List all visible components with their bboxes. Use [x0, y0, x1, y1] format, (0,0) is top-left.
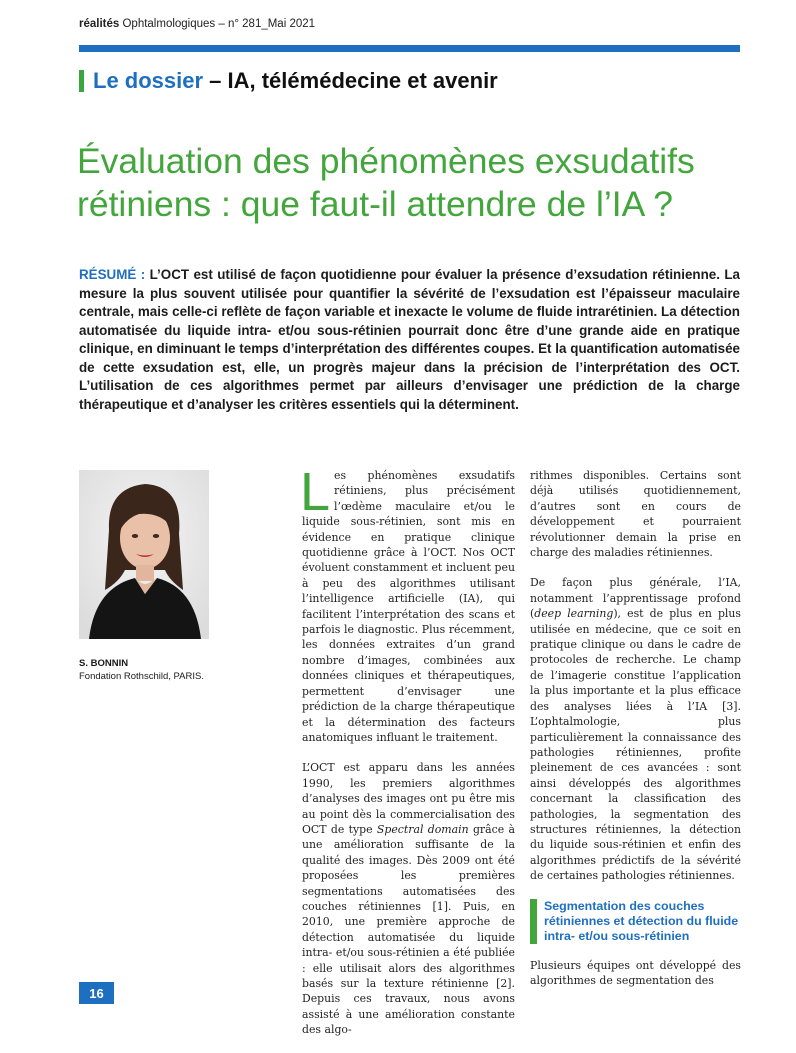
- author-affiliation: Fondation Rothschild, PARIS.: [79, 671, 204, 682]
- body-paragraph: [300, 462, 515, 745]
- paragraph-text: grâce à une amélioration suffisante de la qualité des images. Dès 2009 ont été proposées les premières segmentations automatisées des couches rétiniennes [1]. Puis, en 2010, une première approche de détection automatisée du liquide intra- et/ou sous-rétinien a été publiée : elle utilisait alors des algorithmes basés sur la texture rétinienne [2]. Depuis ces travaux, nous avons assisté à une amélioration constante des algo-: [302, 822, 515, 1037]
- author-name: S. BONNIN: [79, 658, 129, 669]
- paragraph-text: L’OCT est apparu dans les années 1990, les premiers algorithmes d’analyses des images ont pu être mis au point dès la commercialisation des OCT de type: [302, 761, 515, 836]
- running-header: [79, 18, 315, 30]
- body-paragraph: [530, 575, 741, 883]
- body-paragraph: [530, 468, 741, 560]
- author-photo: [79, 470, 209, 639]
- drop-cap: L: [300, 462, 331, 522]
- page-number: 16: [79, 982, 114, 1004]
- paragraph-text: ), est de plus en plus utilisée en médecine, que ce soit en pratique clinique ou dans le cadre de protocoles de recherche. Le champ de l’imagerie constitue l’application la plus importante et la plus efficace des analyses liées à l’IA [3]. L’ophtalmologie, plus particulièrement la connaissance des pathologies rétiniennes, profite pleinement de ces avancées : sont ainsi développés des algorithmes concernant la classification des pathologies, la segmentation des structures rétiniennes, la détection du liquide sous-rétinien et enfin des algorithmes prédictifs de la sévérité de certaines pathologies rétiniennes.: [530, 607, 742, 883]
- abstract: [79, 266, 740, 414]
- article-title: Évaluation des phénomènes exsudatifs rétiniens : que faut-il attendre de l’IA ?: [77, 141, 695, 224]
- paragraph-text: es phénomènes exsudatifs rétiniens, plus précisément l’œdème maculaire et/ou le liquide sous-rétinien, sont mis en évidence en pratique clinique quotidienne grâce à l’OCT. Nos OCT évoluent constamment et incluent peu à peu des algorithmes utilisant l’intelligence artificielle (IA), qui facilitent l’interprétation des scans et parfois le diagnostic. Plus récemment, les données extraites d’un grand nombre d’images, combinées aux données cliniques et thérapeutiques, permettent d’envisager une prédiction de la charge thérapeutique et la détermination des facteurs anatomiques influant le traitement.: [302, 469, 515, 744]
- header-rule: [79, 45, 740, 52]
- abstract-text: L’OCT est utilisé de façon quotidienne pour évaluer la présence d’exsudation rétinienne. La mesure la plus souvent utilisée pour quantifier la sévérité de l’exsudation est l’épaisseur maculaire centrale, mais celle-ci reflète de façon variable et inexacte le volume de fluide intrarétinien. La détection automatisée du liquide intra- et/ou sous-rétinien pourrait donc être d’une grande aide en pratique clinique, en diminuant le temps d’interprétation des différentes coupes. Et la quantification automatisée de cette exsudation est, elle, un progrès majeur dans la précision de l’interprétation des OCT. L’utilisation de ces algorithmes permet par ailleurs d’envisager une prédiction de la charge thérapeutique et d’analyser les critères essentiels qui la déterminent.: [79, 267, 740, 412]
- section-topic: – IA, télémédecine et avenir: [203, 68, 498, 93]
- paragraph-text: rithmes disponibles. Certains sont déjà utilisés quotidiennement, d’autres sont en cours de développement et pourraient révolutionner demain la prise en charge des maladies rétiniennes.: [530, 469, 741, 560]
- section-name: Le dossier: [93, 68, 204, 93]
- paragraph-text: Plusieurs équipes ont développé des algorithmes de segmentation des: [530, 958, 741, 987]
- author-portrait-image: [79, 470, 209, 639]
- subheading: [530, 899, 741, 944]
- abstract-label: RÉSUMÉ :: [79, 267, 146, 282]
- section-marker: [79, 70, 84, 92]
- body-column-1: [300, 462, 515, 1053]
- subheading-text: Segmentation des couches rétiniennes et détection du fluide intra- et/ou sous-rétinien: [544, 898, 739, 943]
- section-heading: [79, 64, 498, 98]
- emphasis-text: deep learning: [534, 607, 614, 621]
- paragraph-text: De façon plus générale, l’IA, notamment l’apprentissage profond (: [530, 576, 741, 621]
- emphasis-text: Spectral domain: [376, 822, 469, 836]
- body-paragraph: [302, 760, 515, 1037]
- subheading-marker: [530, 899, 537, 944]
- body-column-2: [530, 468, 741, 1003]
- journal-brand: réalités: [79, 18, 120, 30]
- body-paragraph: [530, 958, 741, 989]
- journal-issue: Ophtalmologiques – n° 281_Mai 2021: [119, 18, 316, 30]
